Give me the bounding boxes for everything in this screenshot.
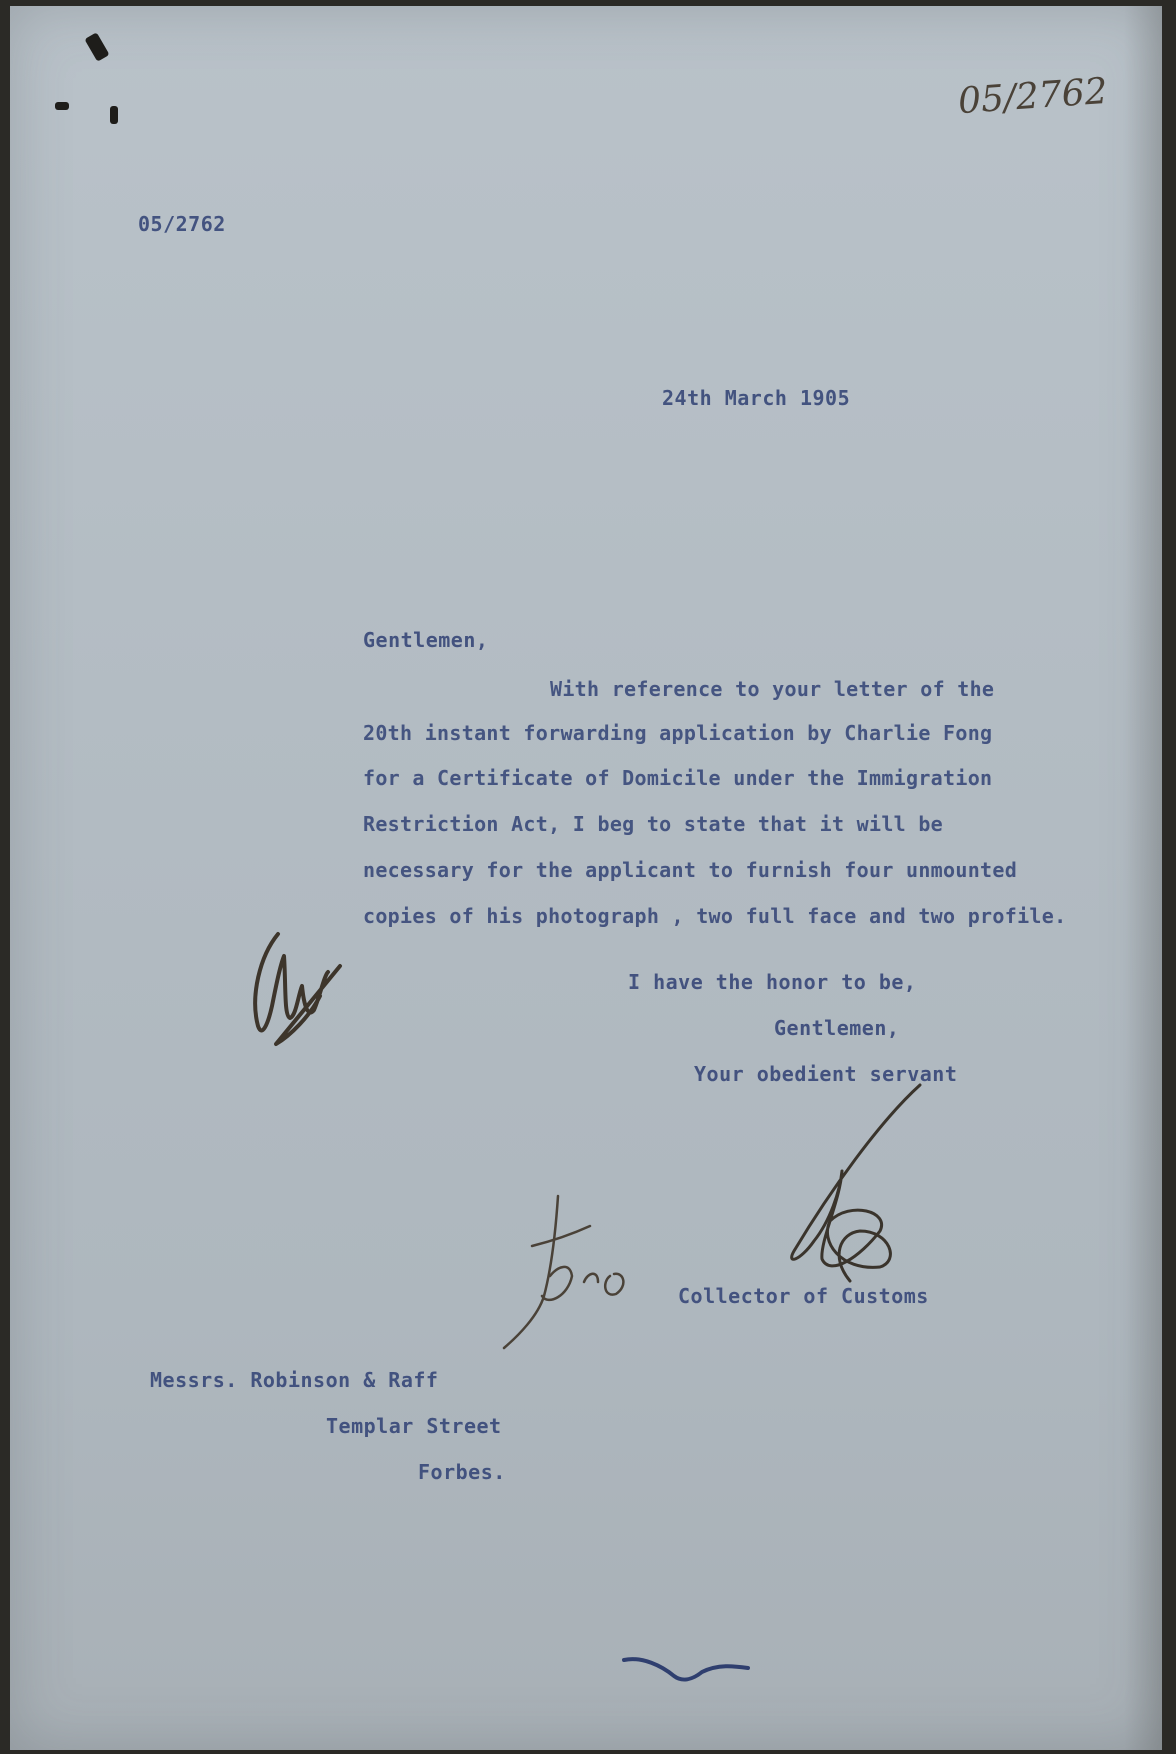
typed-file-number: 05/2762 <box>138 212 226 236</box>
punch-hole-mark <box>55 102 69 110</box>
punch-hole-mark <box>110 106 118 124</box>
addressee-line-2: Templar Street <box>326 1414 502 1438</box>
handwritten-file-number: 05/2762 <box>956 70 1109 123</box>
body-line: With reference to your letter of the <box>550 677 995 701</box>
letter-page <box>10 6 1162 1750</box>
signatory-title: Collector of Customs <box>678 1284 929 1308</box>
initials-signature <box>250 926 370 1046</box>
closing-line-1: I have the honor to be, <box>628 970 917 994</box>
body-line: 20th instant forwarding application by Charlie Fong <box>363 721 993 745</box>
closing-line-2: Gentlemen, <box>774 1016 900 1040</box>
salutation: Gentlemen, <box>363 628 489 652</box>
flourish-mark <box>622 1650 752 1690</box>
addressee-line-3: Forbes. <box>418 1460 506 1484</box>
collector-signature <box>730 1081 920 1301</box>
body-line: for a Certificate of Domicile under the Immigration <box>363 766 993 790</box>
addressee-line-1: Messrs. Robinson & Raff <box>150 1368 439 1392</box>
closing-line-3: Your obedient servant <box>694 1062 958 1086</box>
body-line: necessary for the applicant to furnish four unmounted <box>363 858 1018 882</box>
punch-hole-mark <box>84 32 109 62</box>
per-signature <box>498 1186 648 1356</box>
letter-date: 24th March 1905 <box>662 386 851 410</box>
body-line: Restriction Act, I beg to state that it will be <box>363 812 944 836</box>
body-line: copies of his photograph , two full face and two profile. <box>363 904 1067 928</box>
